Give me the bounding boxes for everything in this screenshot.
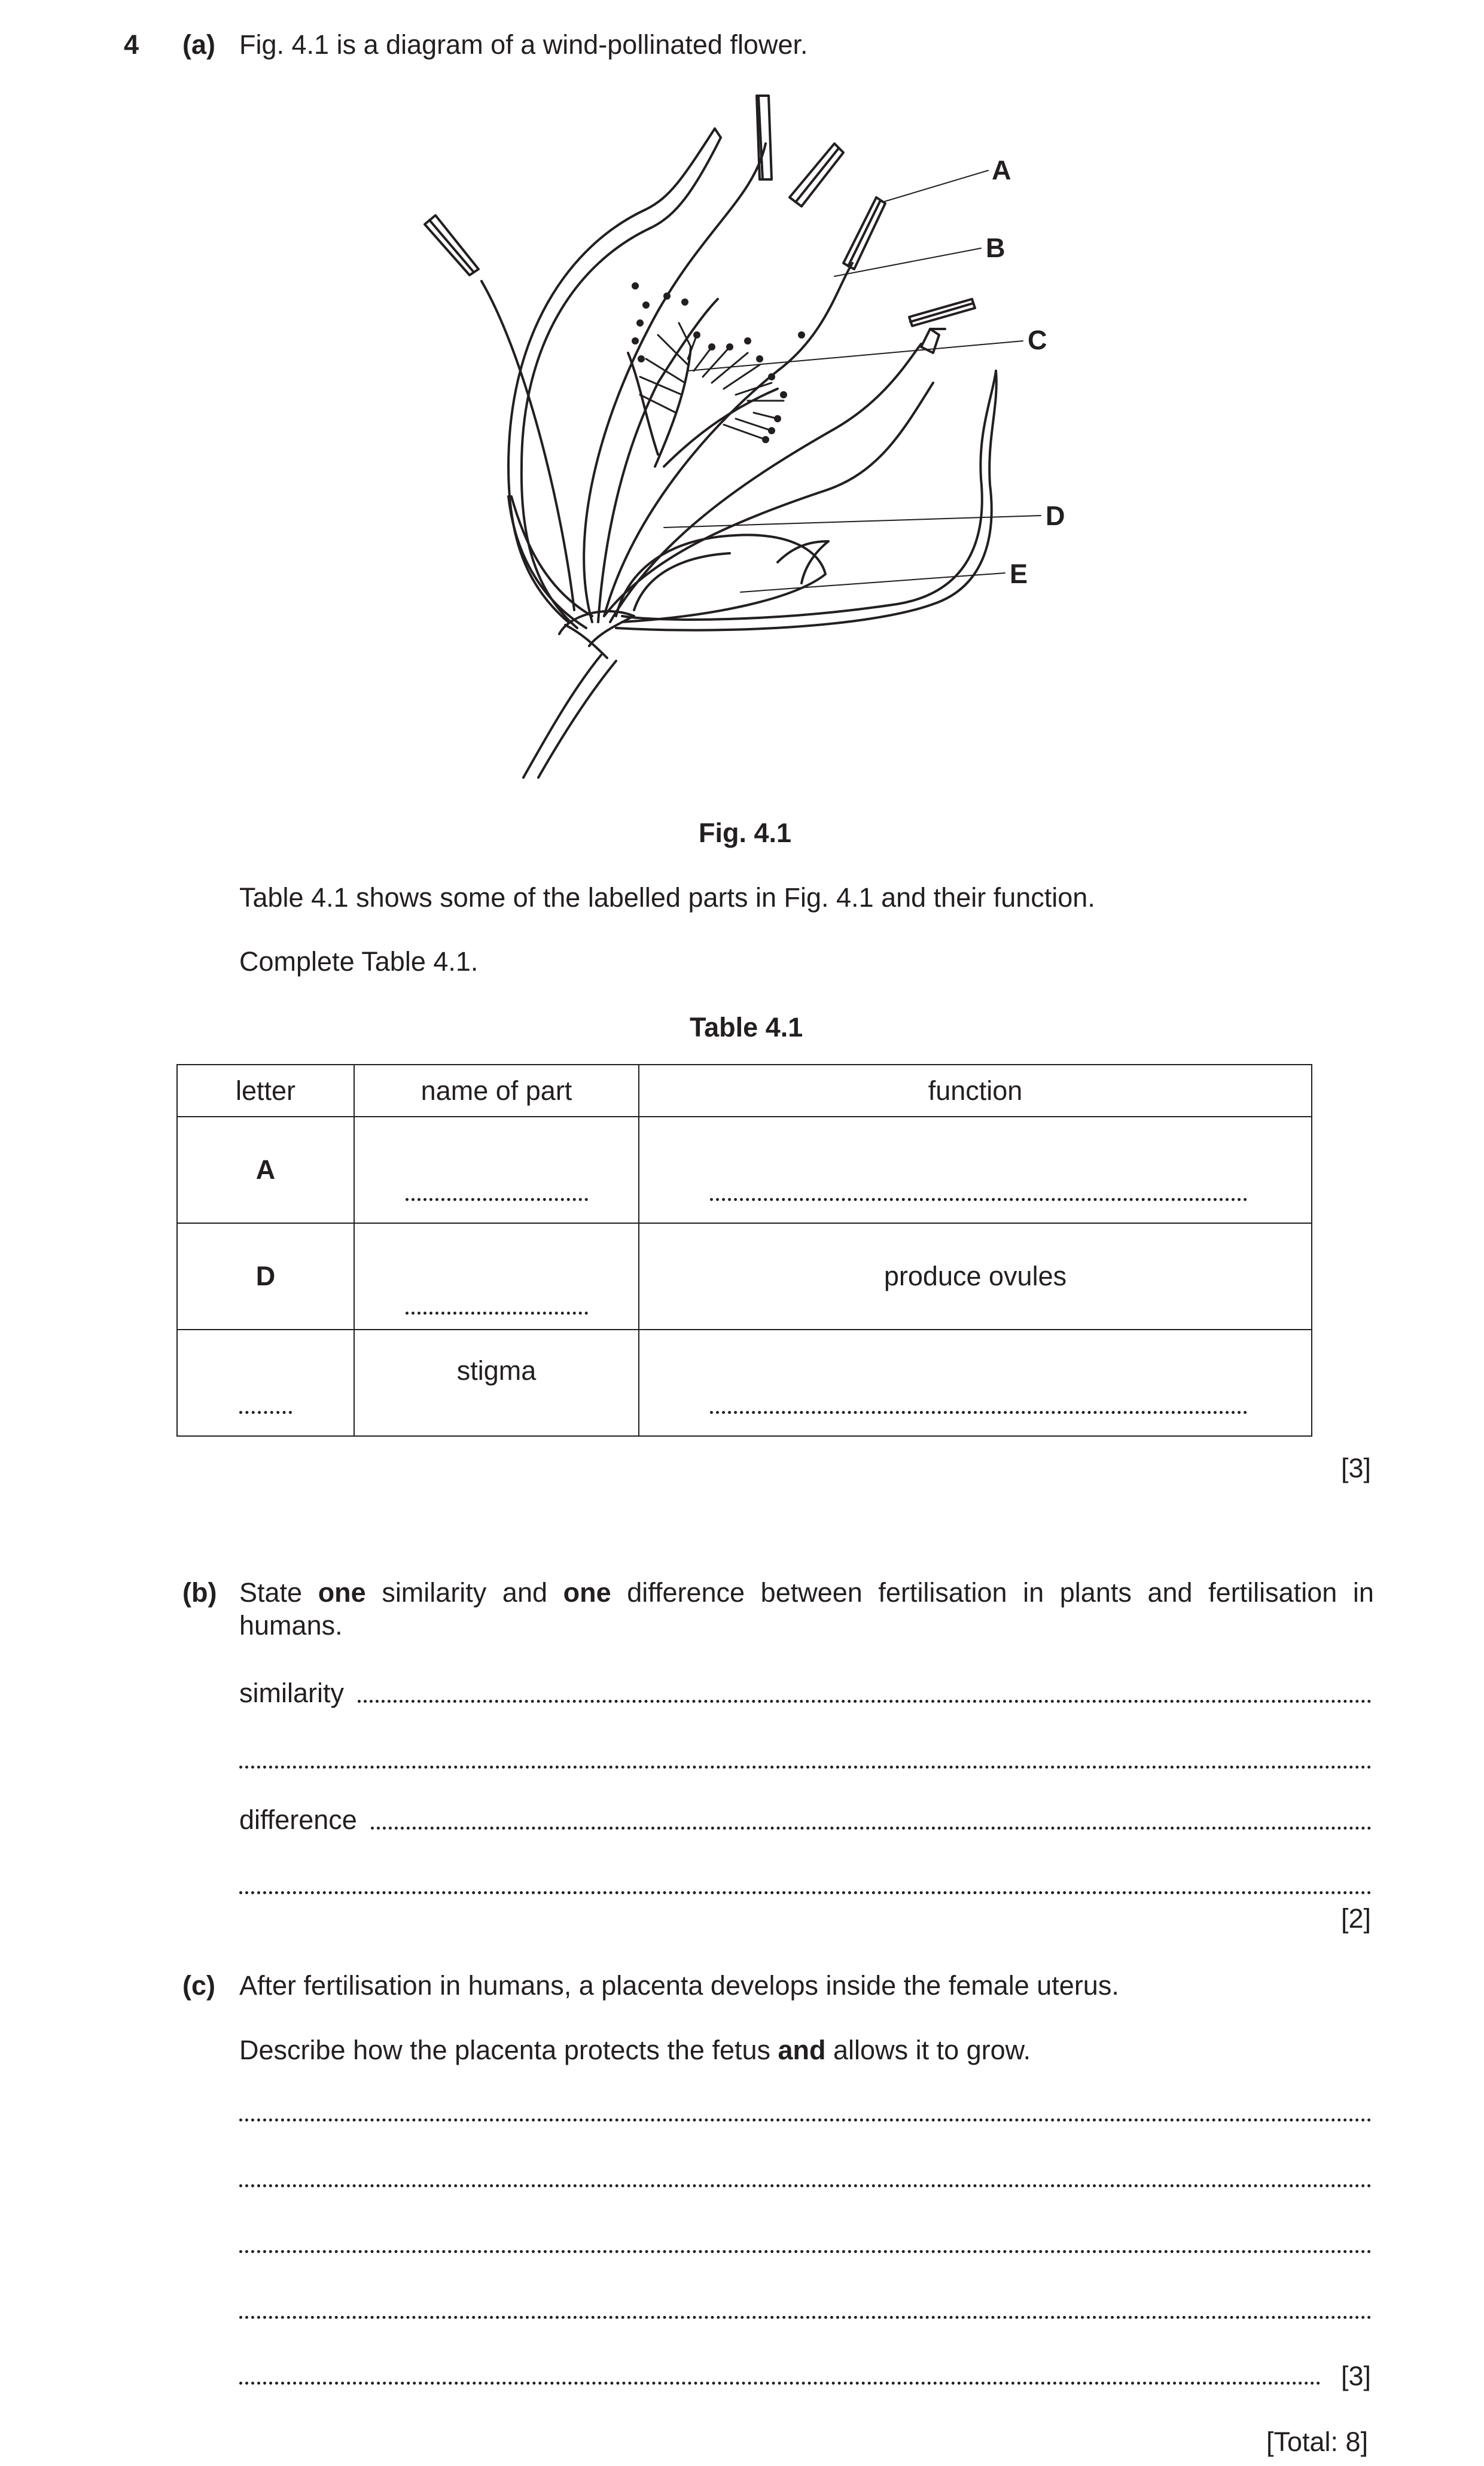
- similarity-answer-line-1[interactable]: [358, 1700, 1372, 1703]
- row-stigma-letter-answer[interactable]: [177, 1330, 354, 1436]
- part-b-bold-one: one: [318, 1577, 366, 1608]
- question-total: [Total: 8]: [1266, 2427, 1369, 2457]
- part-c-marks: [3]: [1341, 2361, 1372, 2391]
- row-stigma-function-answer[interactable]: [639, 1330, 1312, 1436]
- row-a-name-answer[interactable]: [354, 1117, 639, 1223]
- part-b-word: and: [1147, 1577, 1193, 1608]
- table-row: [177, 1223, 1312, 1330]
- figure-caption: Fig. 4.1: [699, 818, 792, 848]
- part-b-word: plants: [1059, 1577, 1132, 1608]
- row-d-name-answer[interactable]: [354, 1223, 639, 1330]
- part-b-word: similarity: [382, 1577, 487, 1608]
- part-c-text: After fertilisation in humans, a placenta develops inside the female uterus.: [239, 1970, 1119, 2001]
- part-a-intro: Fig. 4.1 is a diagram of a wind-pollinated flower.: [239, 29, 808, 60]
- row-a-letter: A: [177, 1117, 354, 1223]
- part-c-prompt-end: allows it to grow.: [825, 2035, 1031, 2065]
- part-c-prompt-bold: and: [778, 2035, 826, 2065]
- part-b-question: [239, 1579, 1374, 1606]
- row-stigma-name: stigma: [354, 1330, 639, 1436]
- part-c-answer-line-3[interactable]: [239, 2250, 1372, 2253]
- header-name-of-part: name of part: [354, 1065, 639, 1117]
- part-b-word: in: [1352, 1577, 1374, 1608]
- part-b-bold-two: one: [563, 1577, 611, 1608]
- table-row: [177, 1330, 1312, 1436]
- part-c-answer-line-4[interactable]: [239, 2316, 1372, 2319]
- row-d-letter: D: [177, 1223, 354, 1330]
- part-c-label: (c): [182, 1970, 215, 2001]
- part-b-word: fertilisation: [1208, 1577, 1337, 1608]
- row-d-function: produce ovules: [639, 1223, 1312, 1330]
- table-4-1: [176, 1064, 1312, 1437]
- table-row: [177, 1117, 1312, 1223]
- part-c-prompt-start: Describe how the placenta protects the fetus: [239, 2035, 778, 2065]
- difference-label: difference: [239, 1804, 357, 1835]
- table-intro: Table 4.1 shows some of the labelled parts in Fig. 4.1 and their function.: [239, 882, 1095, 913]
- label-a: A: [992, 155, 1011, 185]
- part-c-answer-line-5[interactable]: [239, 2382, 1321, 2385]
- part-c-answer-line-1[interactable]: [239, 2118, 1372, 2121]
- part-b-label: (b): [182, 1577, 217, 1608]
- part-b-word: State: [239, 1577, 303, 1608]
- part-a-label: (a): [182, 29, 215, 60]
- table-instruction: Complete Table 4.1.: [239, 946, 479, 977]
- label-c: C: [1028, 325, 1047, 355]
- difference-answer-line-1[interactable]: [371, 1827, 1372, 1830]
- part-b-word: difference: [627, 1577, 745, 1608]
- part-b-marks: [2]: [1341, 1903, 1372, 1934]
- part-a-marks: [3]: [1341, 1453, 1372, 1483]
- label-e: E: [1010, 559, 1028, 589]
- part-c-answer-line-2[interactable]: [239, 2184, 1372, 2187]
- label-b: B: [986, 233, 1005, 263]
- row-a-function-answer[interactable]: [639, 1117, 1312, 1223]
- label-d: D: [1046, 501, 1065, 531]
- similarity-answer-line-2[interactable]: [239, 1766, 1372, 1769]
- flower-diagram: [0, 0, 1484, 790]
- part-b-word: and: [502, 1577, 548, 1608]
- table-caption: Table 4.1: [690, 1012, 803, 1043]
- table-header-row: [177, 1065, 1312, 1117]
- similarity-label: similarity: [239, 1678, 344, 1708]
- part-b-question-line2: humans.: [239, 1610, 343, 1641]
- part-b-word: between: [760, 1577, 863, 1608]
- header-letter: letter: [177, 1065, 354, 1117]
- question-number: 4: [124, 29, 139, 60]
- part-c-prompt: [239, 2037, 1031, 2063]
- header-function: function: [639, 1065, 1312, 1117]
- difference-answer-line-2[interactable]: [239, 1891, 1372, 1894]
- part-b-word: fertilisation: [878, 1577, 1007, 1608]
- part-b-word: in: [1023, 1577, 1044, 1608]
